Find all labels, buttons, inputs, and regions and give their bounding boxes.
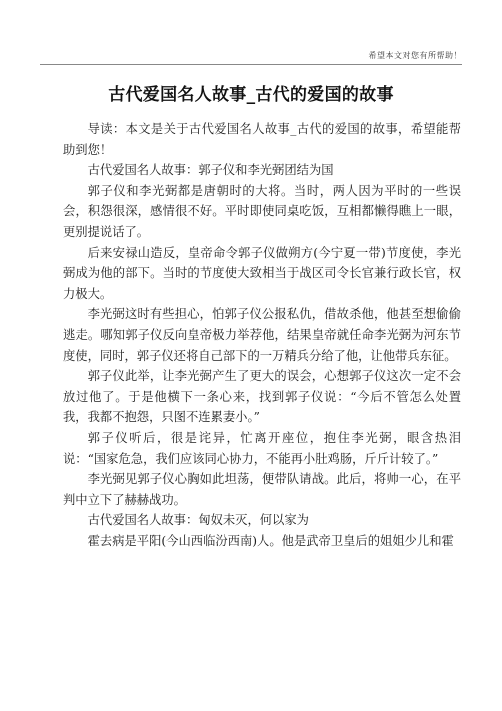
header-note: 希望本文对您有所帮助！	[368, 51, 462, 60]
document-title: 古代爱国名人故事_古代的爱国的故事	[108, 85, 394, 105]
paragraph: 郭子仪和李光弼都是唐朝时的大将。当时，两人因为平时的一些误会，积怨很深，感情很不好。平时即使同桌吃饭，互相都懒得瞧上一眼，更别提说话了。	[63, 183, 461, 239]
paragraph: 郭子仪听后，很是诧异，忙离开座位，抱住李光弼，眼含热泪说：“国家危急，我们应该同心协力，不能再小肚鸡肠，斤斤计较了。”	[63, 430, 461, 466]
paragraph-intro: 导读：本文是关于古代爱国名人故事_古代的爱国的故事，希望能帮助到您！	[63, 122, 461, 157]
paragraph: 霍去病是平阳(今山西临汾西南)人。他是武帝卫皇后的姐姐少儿和霍	[87, 533, 454, 548]
paragraph: 后来安禄山造反，皇帝命令郭子仪做朔方(今宁夏一带)节度使，李光弼成为他的部下。当时的节度使大致相当于战区司令长官兼行政长官，权力极大。	[63, 245, 461, 301]
paragraph: 李光弼见郭子仪心胸如此坦荡，便带队请战。此后，将帅一心，在平判中立下了赫赫战功。	[63, 472, 461, 507]
header-divider	[40, 64, 462, 65]
paragraph: 郭子仪此举，让李光弼产生了更大的误会，心想郭子仪这次一定不会放过他了。于是他横下一条心来，找到郭子仪说：“今后不管怎么处置我，我都不抱怨，只图不连累妻小。”	[63, 369, 461, 425]
section-heading-1: 古代爱国名人故事：郭子仪和李光弼团结为国	[87, 163, 334, 178]
document-body	[63, 119, 461, 551]
paragraph: 李光弼这时有些担心，怕郭子仪公报私仇，借故杀他，他甚至想偷偷逃走。哪知郭子仪反向皇帝极力举荐他，结果皇帝就任命李光弼为河东节度使，同时，郭子仪还将自己部下的一万精兵分给了他，让他带兵东征。	[63, 307, 461, 363]
section-heading-2: 古代爱国名人故事：匈奴未灭，何以家为	[87, 513, 309, 528]
